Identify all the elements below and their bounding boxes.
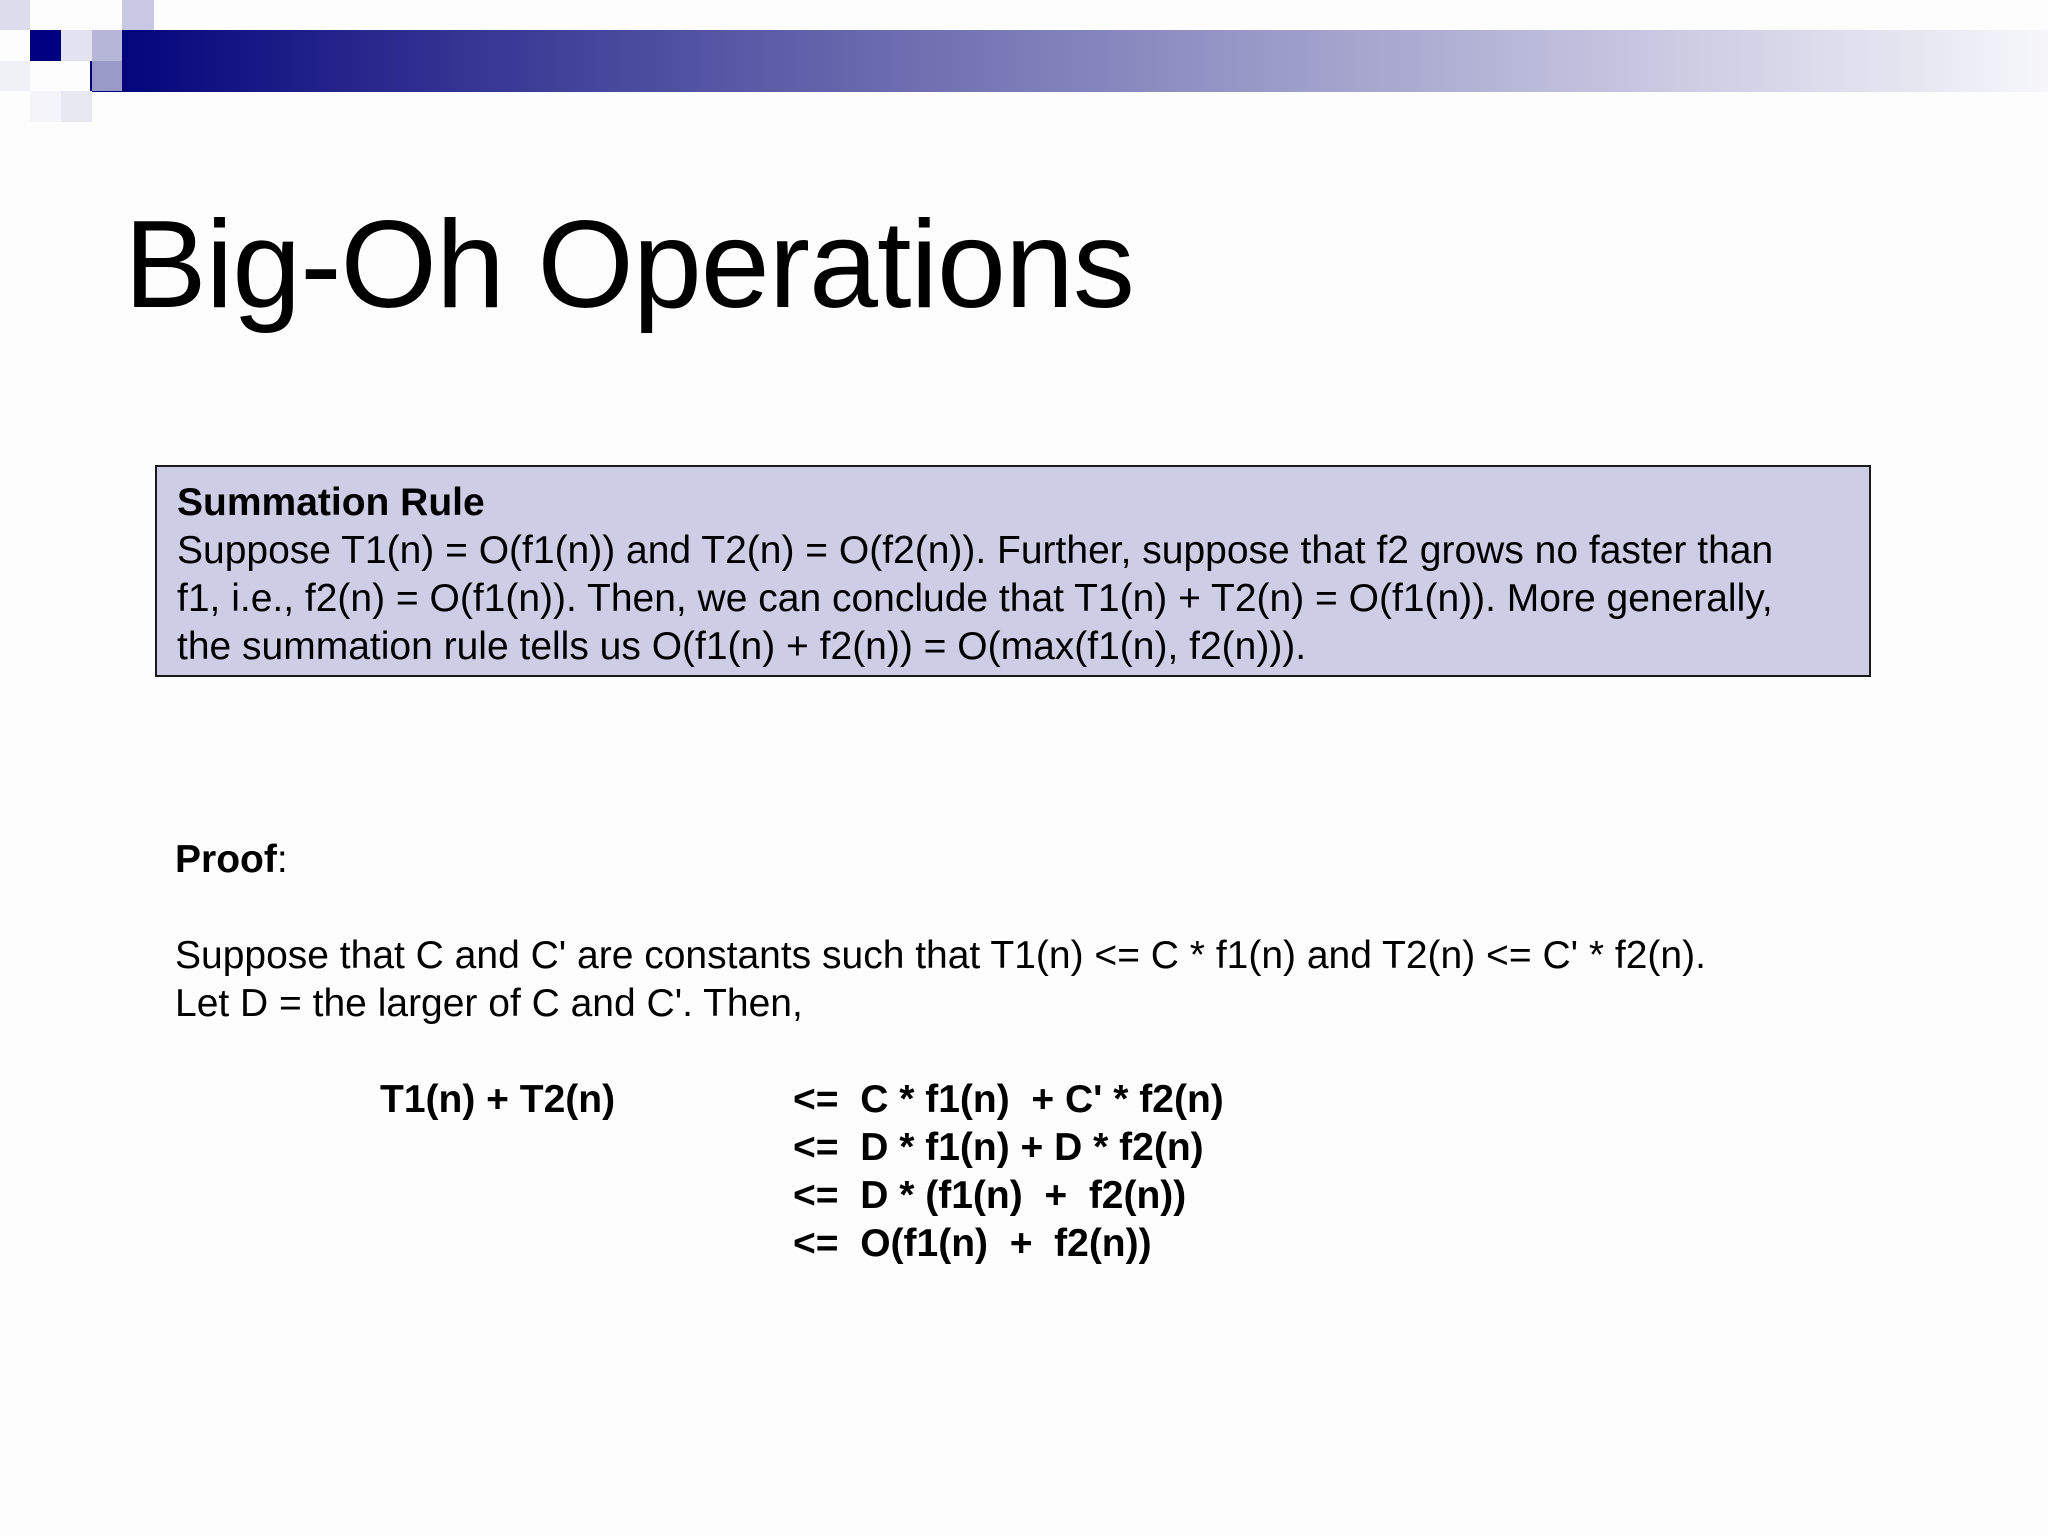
derivation-steps: [793, 1076, 1224, 1268]
derivation-lhs: T1(n) + T2(n): [380, 1078, 616, 1121]
proof-line: Suppose that C and C' are constants such that T1(n) <= C * f1(n) and T2(n) <= C' * f2(n).: [175, 934, 1706, 977]
proof-line: Let D = the larger of C and C'. Then,: [175, 982, 803, 1025]
decor-square: [61, 30, 92, 61]
decor-square: [30, 91, 61, 122]
rule-line: the summation rule tells us O(f1(n) + f2(n)) = O(max(f1(n), f2(n))).: [177, 625, 1307, 668]
proof-heading: Proof: [175, 838, 277, 881]
rule-heading: Summation Rule: [177, 481, 485, 524]
derivation-step: <= D * f1(n) + D * f2(n): [793, 1126, 1204, 1169]
decor-square: [92, 61, 122, 91]
decor-square: [122, 0, 154, 30]
decor-square: [0, 0, 30, 30]
title-banner: [90, 30, 2048, 92]
slide-title: Big-Oh Operations: [124, 196, 1134, 334]
derivation-step: <= C * f1(n) + C' * f2(n): [793, 1078, 1224, 1121]
decor-square: [61, 91, 92, 122]
derivation-step: <= O(f1(n) + f2(n)): [793, 1222, 1152, 1265]
rule-line: f1, i.e., f2(n) = O(f1(n)). Then, we can conclude that T1(n) + T2(n) = O(f1(n)). More generally,: [177, 577, 1773, 620]
decor-square: [30, 30, 61, 61]
proof-heading-line: [175, 836, 1975, 884]
proof-body: [175, 932, 1975, 1028]
decor-square: [92, 30, 122, 61]
derivation-step: <= D * (f1(n) + f2(n)): [793, 1174, 1187, 1217]
proof-colon: :: [276, 838, 288, 881]
rule-line: Suppose T1(n) = O(f1(n)) and T2(n) = O(f2(n)). Further, suppose that f2 grows no faster than: [177, 529, 1774, 572]
decor-square: [0, 61, 30, 91]
summation-rule-box: [155, 465, 1871, 677]
